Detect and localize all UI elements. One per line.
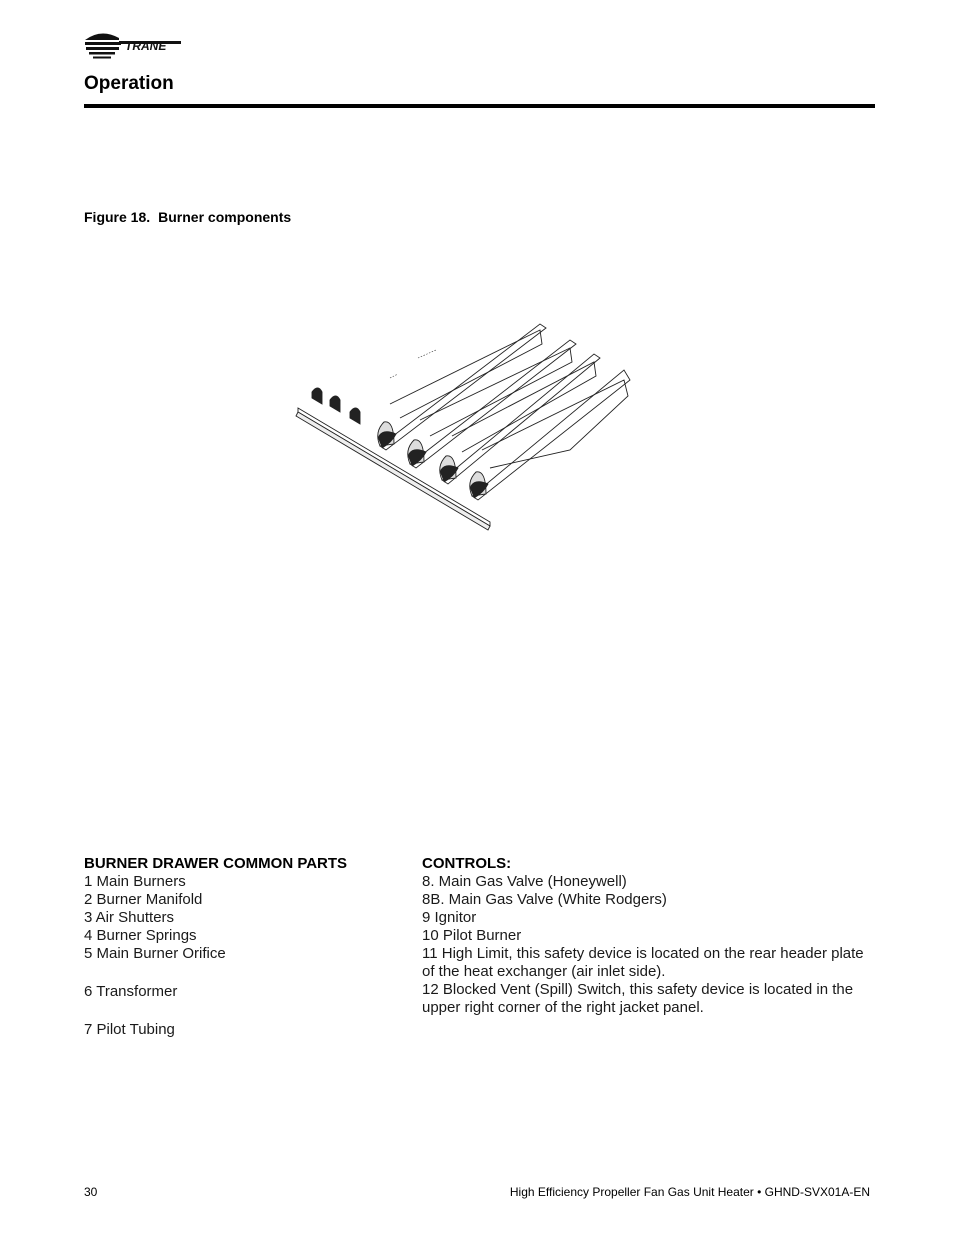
- common-parts-heading: BURNER DRAWER COMMON PARTS: [84, 855, 348, 872]
- controls-heading: CONTROLS:: [422, 855, 512, 872]
- list-item: 1 Main Burners: [84, 873, 186, 890]
- list-item: 7 Pilot Tubing: [84, 1021, 175, 1038]
- list-item: 10 Pilot Burner: [422, 927, 522, 944]
- figure-number: Figure 18.: [84, 209, 151, 225]
- list-item: 3 Air Shutters: [84, 909, 175, 926]
- list-item: 5 Main Burner Orifice: [84, 945, 226, 962]
- figure-title: Burner components: [158, 209, 292, 225]
- controls-list: [422, 855, 875, 1017]
- list-item: 8. Main Gas Valve (Honeywell): [422, 873, 627, 890]
- list-item: 8B. Main Gas Valve (White Rodgers): [422, 891, 667, 908]
- header-rule: [84, 104, 875, 108]
- trane-logo: [83, 28, 183, 62]
- burner-tube: [408, 340, 576, 468]
- list-item: 2 Burner Manifold: [84, 891, 203, 908]
- burner-tube: [470, 370, 630, 500]
- logo-globe-icon: [85, 33, 121, 58]
- list-item: 4 Burner Springs: [84, 927, 197, 944]
- document-title: High Efficiency Propeller Fan Gas Unit Heater • GHND-SVX01A-EN: [509, 1185, 870, 1199]
- logo-wordmark: TRANE: [125, 39, 167, 53]
- section-title: Operation: [84, 73, 174, 94]
- common-parts-list: [84, 855, 404, 1039]
- page-number: 30: [84, 1185, 98, 1199]
- figure-caption: [84, 209, 291, 225]
- list-item: 6 Transformer: [84, 983, 178, 1000]
- list-item: 12 Blocked Vent (Spill) Switch, this safety device is located in the upper right corner of the right jacket panel.: [422, 981, 854, 1016]
- list-item: 9 Ignitor: [422, 909, 477, 926]
- burner-assembly-illustration: [290, 300, 650, 550]
- list-item: 11 High Limit, this safety device is located on the rear header plate of the heat exchanger (air inlet side).: [422, 945, 864, 980]
